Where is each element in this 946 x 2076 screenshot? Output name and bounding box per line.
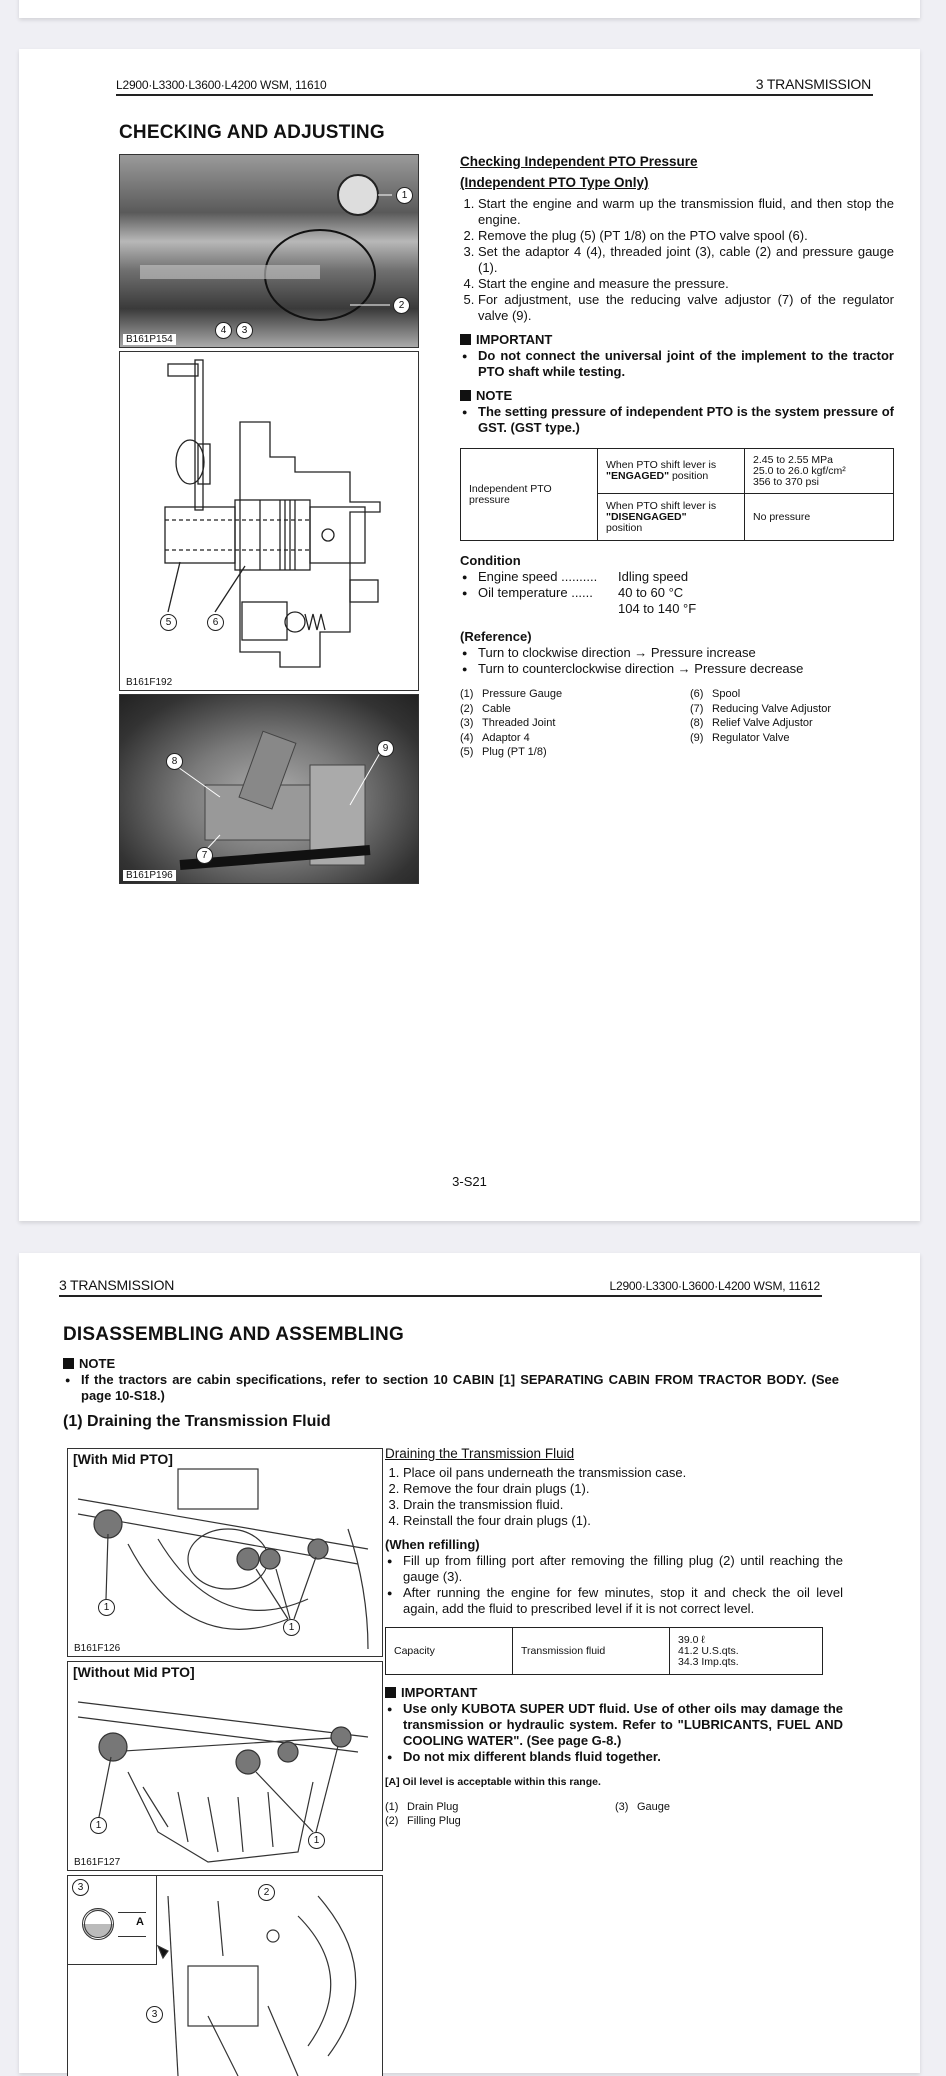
header-rule (59, 1295, 822, 1297)
legend-text: Gauge (637, 1800, 671, 1813)
table-cell-disengaged (598, 494, 745, 541)
cond-bold: "DISENGAGED" (606, 510, 687, 523)
legend-item (690, 702, 831, 717)
legend-item (385, 1814, 615, 1829)
legend-num: (2) (385, 1815, 399, 1827)
legend-text: Pressure Gauge (482, 688, 563, 700)
capacity-label: Capacity (386, 1628, 513, 1675)
page-header-left: L2900·L3300·L3600·L4200 WSM, 11610 (116, 78, 327, 92)
callout-drain-plug: 1 (283, 1619, 300, 1636)
value-us-qts: 41.2 U.S.qts. (678, 1644, 739, 1657)
condition-value: Idling speed (618, 569, 689, 584)
legend-text: Adaptor 4 (482, 731, 530, 744)
legend-item (460, 702, 690, 717)
figure-pto-gauge-photo (119, 154, 419, 348)
step-item: 1. Place oil pans underneath the transmission case. (403, 1465, 843, 1481)
condition-label: Oil temperature ...... (478, 585, 593, 600)
note-item: ● If the tractors are cabin specifications, refer to section 10 CABIN [1] SEPARATING CABIN FROM TRACTOR BODY. (See page 10-S18.) (81, 1372, 839, 1404)
callout-drain-plug: 1 (90, 1817, 107, 1834)
note-label: NOTE (79, 1356, 116, 1371)
callout-filling-plug: 2 (258, 1884, 275, 1901)
note-label: NOTE (476, 388, 513, 403)
cond-prefix: When PTO shift lever is (606, 459, 717, 471)
cabin-note (63, 1356, 839, 1404)
note-list (460, 404, 894, 436)
cond-prefix: When PTO shift lever is (606, 499, 717, 512)
important-item: ● Use only KUBOTA SUPER UDT fluid. Use of other oils may damage the transmission or hydraulic system. Refer to "LUBRICANTS, FUEL AND COOLING WATER". (See page G-8.) (403, 1701, 843, 1749)
legend-item (460, 687, 690, 702)
legend-item (460, 731, 690, 746)
subtitle-pto-type: (Independent PTO Type Only) (460, 175, 649, 190)
condition-item (478, 569, 894, 585)
note-heading (63, 1356, 839, 1372)
square-bullet-icon (63, 1358, 74, 1369)
range-line-top (118, 1912, 146, 1913)
condition-value-f: 104 to 140 °F (618, 601, 697, 616)
legend-num: (2) (460, 702, 474, 715)
valve-cross-section-drawing (120, 352, 418, 690)
important-heading (385, 1685, 843, 1701)
legend-left (460, 687, 690, 760)
square-bullet-icon (460, 390, 471, 401)
important-item: ● Do not mix different blands fluid together. (403, 1749, 843, 1765)
important-label: IMPORTANT (476, 332, 553, 347)
legend-text: Plug (PT 1/8) (482, 746, 547, 758)
table-row-header: Independent PTO pressure (461, 449, 598, 541)
callout-5: 5 (160, 614, 177, 631)
important-heading (460, 332, 894, 348)
header-rule (116, 94, 873, 96)
step-item: 1. Start the engine and warm up the transmission fluid, and then stop the engine. (478, 196, 894, 228)
refill-item: ● After running the engine for few minutes, stop it and check the oil level again, add the fluid to prescribed level if it is not correct level. (403, 1585, 843, 1617)
table-cell-engaged-value (745, 449, 894, 494)
important-label: IMPORTANT (401, 1685, 478, 1700)
callout-drain-plug: 1 (98, 1599, 115, 1616)
subsection-title: (1) Draining the Transmission Fluid (63, 1413, 331, 1430)
condition-label: Engine speed .......... (478, 569, 598, 584)
callout-2: 2 (393, 297, 410, 314)
figure-title: [With Mid PTO] (73, 1451, 173, 1467)
capacity-fluid: Transmission fluid (513, 1628, 670, 1675)
figure-without-mid-pto (67, 1661, 383, 1871)
cond-suffix: position (671, 470, 709, 482)
range-note: [A] Oil level is acceptable within this range. (385, 1776, 601, 1788)
condition-item (478, 585, 894, 617)
legend-num: (1) (460, 688, 474, 700)
legend-text: Relief Valve Adjustor (712, 717, 813, 729)
legend-num: (7) (690, 702, 704, 715)
legend-text: Cable (482, 702, 511, 715)
capacity-table (385, 1627, 823, 1675)
callout-7: 7 (196, 847, 213, 864)
cond-bold: "ENGAGED" (606, 470, 670, 482)
page-header-right: 3 TRANSMISSION (755, 76, 871, 92)
figure-label: B161P196 (123, 870, 176, 881)
callout-1: 1 (396, 187, 413, 204)
note-list (63, 1372, 839, 1404)
legend-num: (3) (615, 1800, 629, 1813)
previous-page (19, 0, 920, 18)
legend-num: (9) (690, 731, 704, 744)
legend-num: (4) (460, 731, 474, 744)
legend-item (460, 716, 690, 731)
refill-heading: (When refilling) (385, 1537, 480, 1552)
page-header-right: L2900·L3300·L3600·L4200 WSM, 11612 (609, 1279, 820, 1293)
legend-right (690, 687, 831, 760)
parts-legend (385, 1800, 843, 1829)
pto-gauge-illustration (120, 155, 418, 347)
important-list (460, 348, 894, 380)
without-mid-pto-drawing (68, 1662, 382, 1870)
callout-6: 6 (207, 614, 224, 631)
section-title: CHECKING AND ADJUSTING (119, 122, 385, 143)
legend-num: (8) (690, 717, 704, 729)
callout-3: 3 (236, 322, 253, 339)
page-header-left: 3 TRANSMISSION (59, 1277, 175, 1293)
callout-drain-plug: 1 (308, 1832, 325, 1849)
table-cell-disengaged-value: No pressure (745, 494, 894, 541)
legend-num: (5) (460, 746, 474, 758)
legend-item (460, 745, 690, 760)
draining-instructions (385, 1446, 843, 1829)
callout-9: 9 (377, 740, 394, 757)
legend-text: Regulator Valve (712, 731, 790, 744)
legend-num: (6) (690, 688, 704, 700)
step-item: 2. Remove the four drain plugs (1). (403, 1481, 843, 1497)
capacity-value (670, 1628, 823, 1675)
value-imp-qts: 34.3 Imp.qts. (678, 1655, 739, 1668)
reference-heading: (Reference) (460, 629, 532, 644)
legend-item (385, 1800, 615, 1815)
legend-text: Filling Plug (407, 1815, 461, 1827)
cond-suffix: position (606, 521, 643, 534)
legend-item (690, 731, 831, 746)
callout-4: 4 (215, 322, 232, 339)
figure-label: B161F127 (71, 1857, 123, 1868)
pto-pressure-table (460, 448, 894, 541)
reference-item: ● Turn to counterclockwise direction → Pressure decrease (478, 661, 894, 677)
gauge-window-icon (82, 1908, 114, 1940)
square-bullet-icon (460, 334, 471, 345)
legend-item (690, 716, 831, 731)
callout-gauge: 3 (146, 2006, 163, 2023)
note-item: ● The setting pressure of independent PTO is the system pressure of GST. (GST type.) (478, 404, 894, 436)
subtitle-checking-pto: Checking Independent PTO Pressure (460, 154, 698, 169)
document-page-2 (19, 1253, 920, 2073)
important-item: ● Do not connect the universal joint of the implement to the tractor PTO shaft while testing. (478, 348, 894, 380)
step-item: 3. Set the adaptor 4 (4), threaded joint (3), cable (2) and pressure gauge (1). (478, 244, 894, 276)
steps-list (460, 196, 894, 324)
square-bullet-icon (385, 1687, 396, 1698)
step-item: 2. Remove the plug (5) (PT 1/8) on the PTO valve spool (6). (478, 228, 894, 244)
important-list (385, 1701, 843, 1765)
steps-list (385, 1465, 843, 1529)
parts-legend (460, 687, 894, 760)
legend-item (615, 1800, 670, 1815)
step-item: 4. Reinstall the four drain plugs (1). (403, 1513, 843, 1529)
figure-filling-port-gauge (67, 1875, 383, 2076)
subtitle-draining: Draining the Transmission Fluid (385, 1446, 575, 1461)
legend-text: Drain Plug (407, 1800, 459, 1813)
figure-title: [Without Mid PTO] (73, 1664, 195, 1680)
legend-num: (1) (385, 1800, 399, 1813)
figure-label: B161F126 (71, 1643, 123, 1654)
legend-right (615, 1800, 670, 1829)
section-title: DISASSEMBLING AND ASSEMBLING (63, 1324, 404, 1345)
table-cell-engaged (598, 449, 745, 494)
figure-label: B161P154 (123, 334, 176, 345)
step-item: 4. Start the engine and measure the pressure. (478, 276, 894, 292)
value-liters: 39.0 ℓ (678, 1633, 705, 1646)
note-heading (460, 388, 894, 404)
callout-gauge: 3 (72, 1879, 89, 1896)
legend-num: (3) (460, 717, 474, 729)
gauge-inset (68, 1876, 157, 1965)
reference-list (460, 645, 894, 677)
condition-value: 40 to 60 °C (618, 585, 684, 600)
value-mpa: 2.45 to 2.55 MPa (753, 453, 833, 466)
legend-text: Spool (712, 688, 741, 700)
figure-regulator-valve-photo (119, 694, 419, 884)
pto-pressure-instructions (460, 154, 894, 760)
with-mid-pto-drawing (68, 1449, 382, 1656)
refill-list (385, 1553, 843, 1617)
callout-8: 8 (166, 753, 183, 770)
reference-item: ● Turn to clockwise direction → Pressure increase (478, 645, 894, 661)
step-item: 5. For adjustment, use the reducing valve adjustor (7) of the regulator valve (9). (478, 292, 894, 324)
condition-heading: Condition (460, 553, 521, 568)
range-line-bottom (118, 1936, 146, 1937)
figure-label: B161F192 (123, 677, 175, 688)
legend-item (690, 687, 831, 702)
value-kgf: 25.0 to 26.0 kgf/cm² (753, 464, 846, 477)
document-page-1 (19, 49, 920, 1221)
refill-item: ● Fill up from filling port after removing the filling plug (2) until reaching the gauge (3). (403, 1553, 843, 1585)
legend-left (385, 1800, 615, 1829)
figure-pto-valve-diagram (119, 351, 419, 691)
legend-text: Reducing Valve Adjustor (712, 702, 832, 715)
legend-text: Threaded Joint (482, 717, 556, 729)
figure-with-mid-pto (67, 1448, 383, 1657)
range-label-a: A (136, 1916, 144, 1928)
regulator-valve-illustration (120, 695, 418, 883)
page-number: 3-S21 (452, 1174, 487, 1189)
step-item: 3. Drain the transmission fluid. (403, 1497, 843, 1513)
value-psi: 356 to 370 psi (753, 475, 819, 488)
condition-list (460, 569, 894, 617)
